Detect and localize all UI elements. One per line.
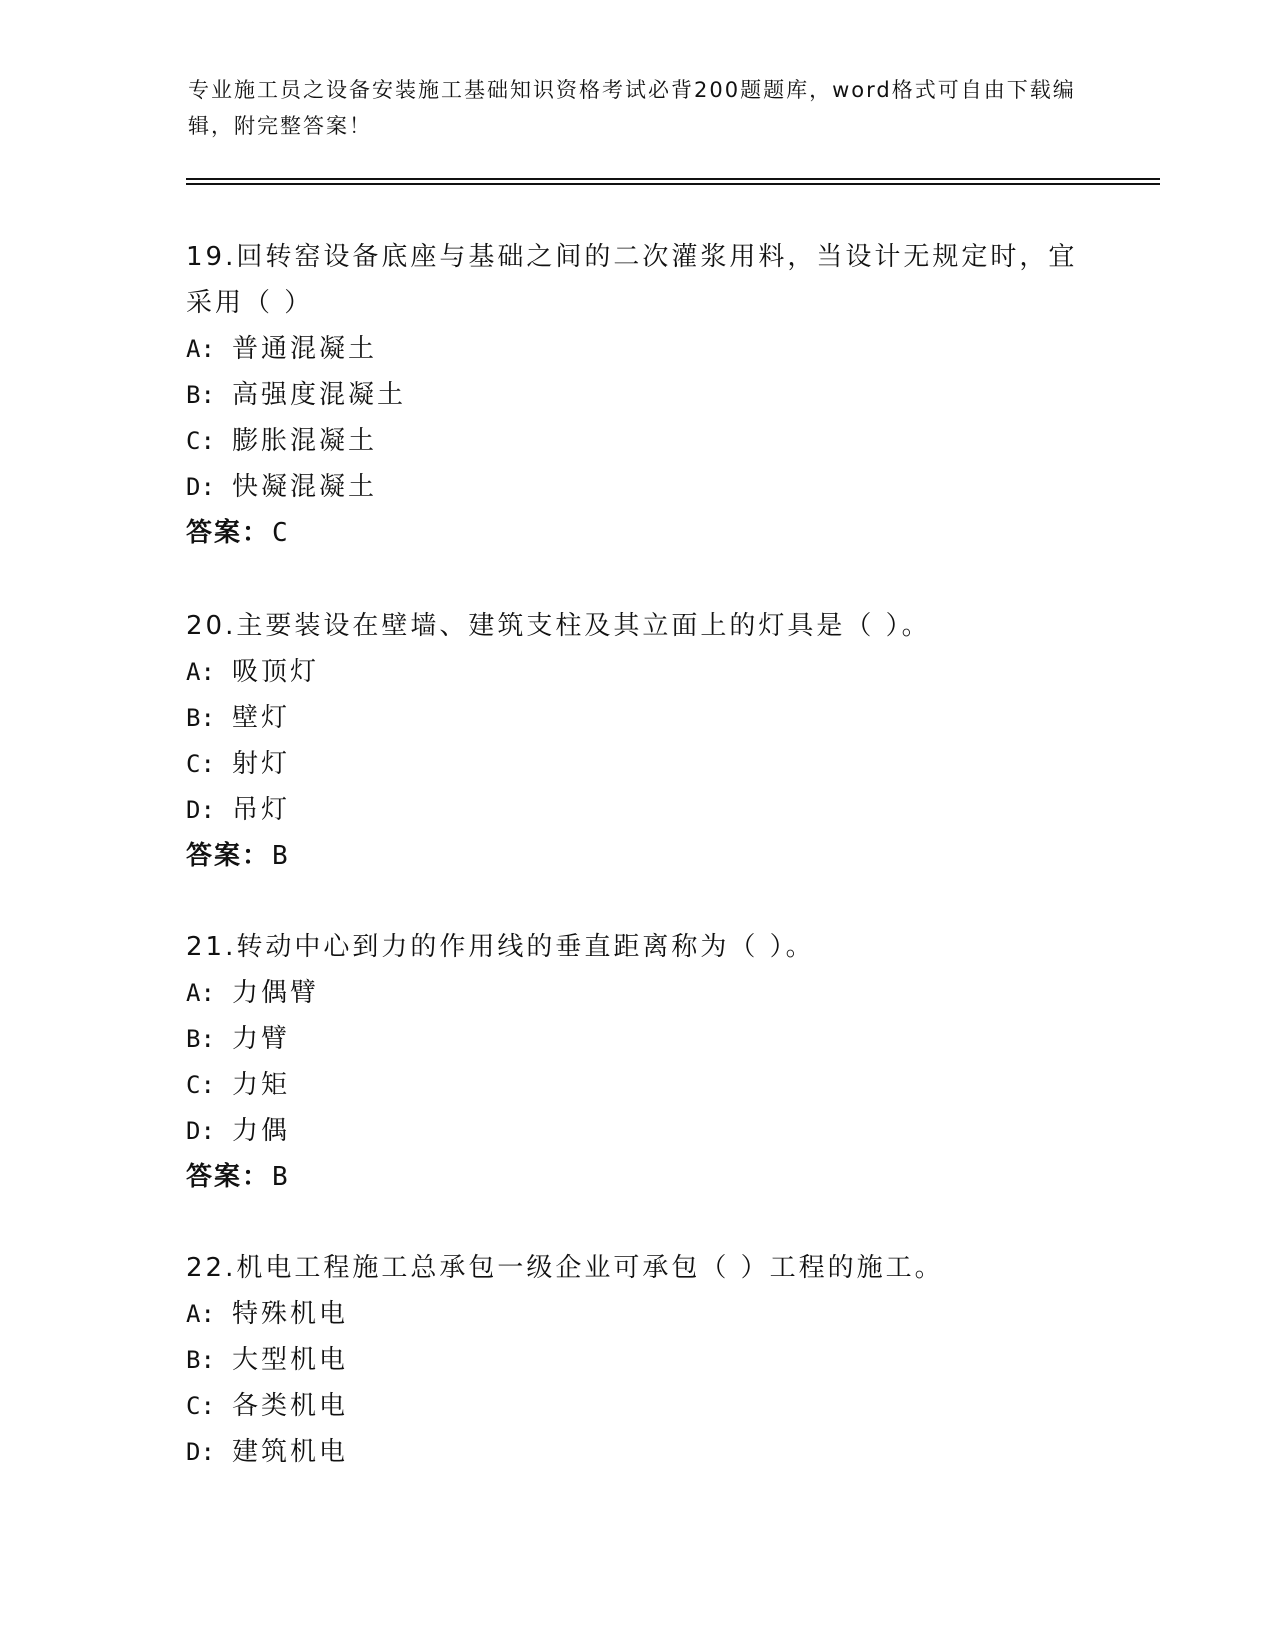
option-text: 壁灯 [232, 703, 291, 733]
option-b [186, 1016, 1086, 1062]
option-key: D: [186, 796, 215, 824]
option-text: 射灯 [232, 749, 291, 779]
option-d [186, 1429, 1086, 1475]
option-key: A: [186, 979, 215, 1007]
option-text: 普通混凝土 [232, 334, 378, 364]
option-key: C: [186, 1071, 215, 1099]
question-19 [186, 234, 1086, 556]
option-key: B: [186, 1025, 215, 1053]
option-key: B: [186, 704, 215, 732]
option-a [186, 1291, 1086, 1337]
option-key: A: [186, 1300, 215, 1328]
header-divider-bottom [186, 183, 1160, 185]
question-stem: 22.机电工程施工总承包一级企业可承包（ ）工程的施工。 [186, 1253, 944, 1283]
question-stem: 21.转动中心到力的作用线的垂直距离称为（ ）。 [186, 932, 815, 962]
document-header: 专业施工员之设备安装施工基础知识资格考试必背200题题库，word格式可自由下载编辑，附完整答案！ [188, 78, 1076, 138]
option-b [186, 372, 1086, 418]
option-text: 大型机电 [232, 1345, 349, 1375]
option-key: C: [186, 427, 215, 455]
option-c [186, 1383, 1086, 1429]
option-text: 高强度混凝土 [232, 380, 407, 410]
option-text: 力矩 [232, 1070, 291, 1100]
option-c [186, 741, 1086, 787]
option-d [186, 464, 1086, 510]
answer-line [186, 510, 1086, 556]
option-key: B: [186, 1346, 215, 1374]
option-d [186, 1108, 1086, 1154]
option-text: 力偶 [232, 1116, 291, 1146]
header-divider-top [186, 178, 1160, 180]
option-text: 建筑机电 [232, 1437, 349, 1467]
answer-value: B [272, 1162, 290, 1192]
option-text: 各类机电 [232, 1391, 349, 1421]
option-d [186, 787, 1086, 833]
question-stem: 20.主要装设在壁墙、建筑支柱及其立面上的灯具是（ ）。 [186, 611, 931, 641]
option-key: C: [186, 1392, 215, 1420]
question-21 [186, 924, 1086, 1200]
answer-line [186, 1154, 1086, 1200]
option-key: C: [186, 750, 215, 778]
option-b [186, 695, 1086, 741]
option-key: D: [186, 1117, 215, 1145]
option-a [186, 970, 1086, 1016]
option-text: 吸顶灯 [232, 657, 320, 687]
question-22 [186, 1245, 1086, 1475]
option-a [186, 326, 1086, 372]
answer-line [186, 833, 1086, 879]
question-stem: 19.回转窑设备底座与基础之间的二次灌浆用料，当设计无规定时，宜采用（ ） [186, 242, 1078, 318]
option-a [186, 649, 1086, 695]
answer-label: 答案： [186, 518, 271, 548]
option-key: D: [186, 473, 215, 501]
question-20 [186, 603, 1086, 879]
option-c [186, 1062, 1086, 1108]
option-text: 吊灯 [232, 795, 291, 825]
option-key: D: [186, 1438, 215, 1466]
option-b [186, 1337, 1086, 1383]
option-text: 特殊机电 [232, 1299, 349, 1329]
answer-value: C [272, 518, 290, 548]
option-text: 快凝混凝土 [232, 472, 378, 502]
option-text: 力偶臂 [232, 978, 320, 1008]
option-text: 力臂 [232, 1024, 291, 1054]
option-c [186, 418, 1086, 464]
answer-label: 答案： [186, 1162, 271, 1192]
option-key: B: [186, 381, 215, 409]
option-key: A: [186, 335, 215, 363]
option-key: A: [186, 658, 215, 686]
answer-value: B [272, 841, 290, 871]
option-text: 膨胀混凝土 [232, 426, 378, 456]
answer-label: 答案： [186, 841, 271, 871]
